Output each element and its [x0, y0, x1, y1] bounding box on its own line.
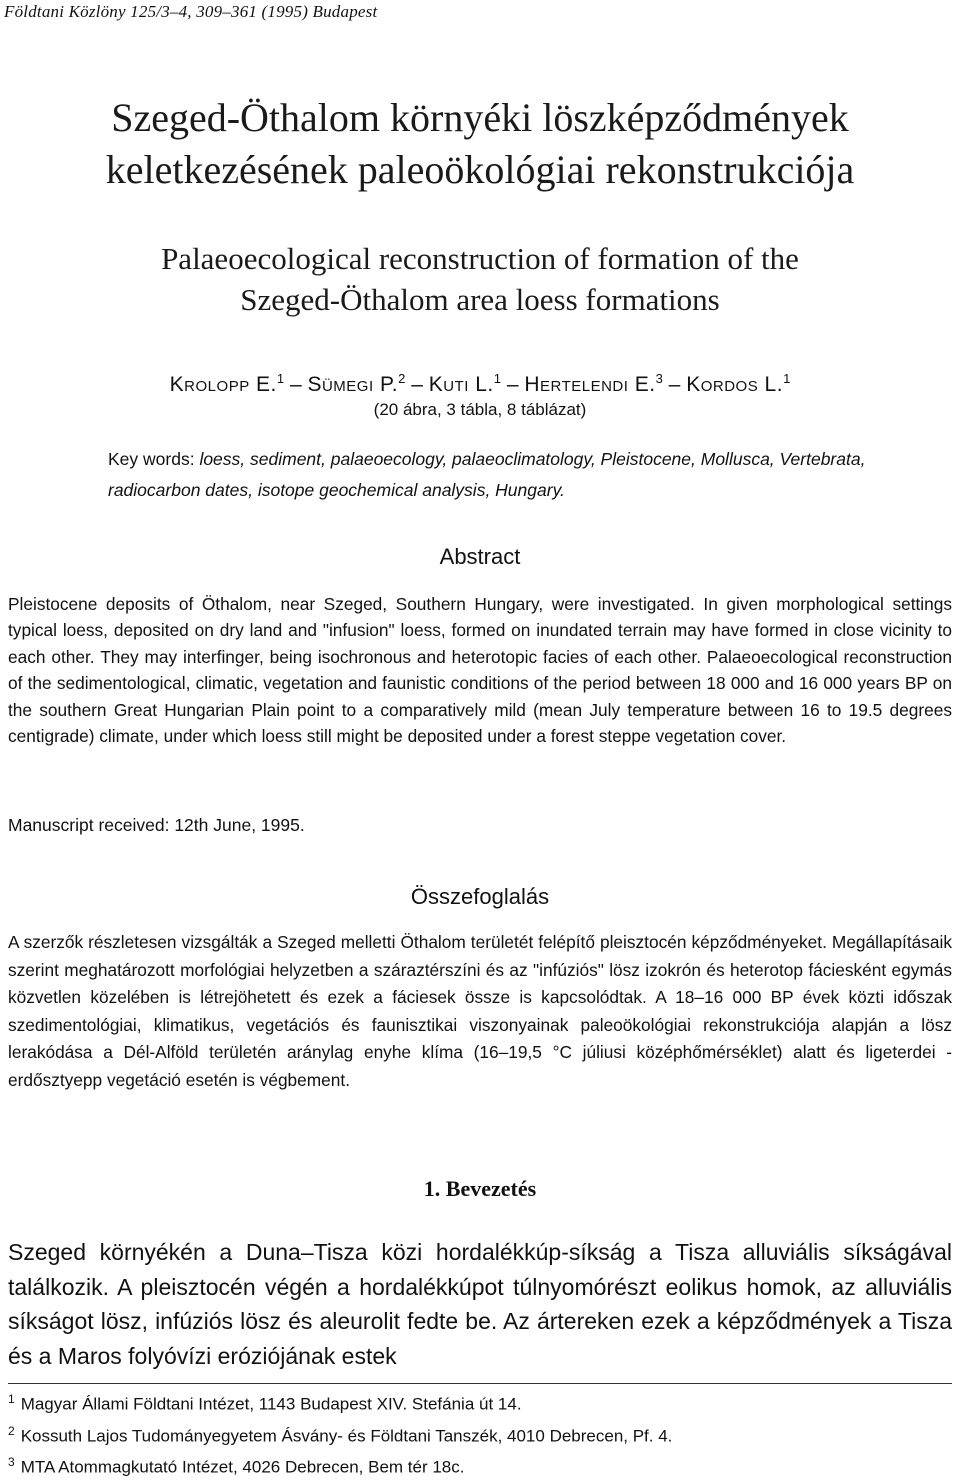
title-line-1: Szeged-Öthalom környéki löszképződmények	[111, 95, 849, 140]
keywords-label: Key words:	[108, 449, 200, 469]
author-list	[0, 364, 960, 400]
introduction-text: Szeged környékén a Duna–Tisza közi hordalékkúp-síkság a Tisza alluviális síkságával találkozik. A pleisztocén végén a hordalékkúpot túlnyomórészt eolikus homok, az alluviális síkságot lösz, infúziós lösz és aleurolit fedte be. Az ártereken ezek a képződmények a Tisza és a Maros folyóvízi eróziójának estek	[8, 1239, 952, 1369]
manuscript-received: Manuscript received: 12th June, 1995.	[8, 815, 305, 835]
author-name: Krolopp E.	[169, 373, 277, 396]
title-line-2: keletkezésének paleoökológiai rekonstrukciója	[105, 147, 855, 192]
footnote	[8, 1386, 952, 1418]
footnote-mark: 1	[8, 1392, 15, 1406]
keywords-values: loess, sediment, palaeoecology, palaeoclimatology, Pleistocene, Mollusca, Vertebrata, radiocarbon dates, isotope geochemical analysis, Hungary.	[108, 449, 866, 500]
author-affiliation-mark: 1	[783, 371, 791, 386]
subtitle-line-2: Szeged-Öthalom area loess formations	[240, 282, 720, 317]
footnote-text: Kossuth Lajos Tudományegyetem Ásvány- és Földtani Tanszék, 4010 Debrecen, Pf. 4.	[20, 1426, 673, 1446]
footnote-mark: 3	[8, 1455, 15, 1470]
footnote-text: MTA Atommagkutató Intézet, 4026 Debrecen, Bem tér 18c.	[20, 1457, 465, 1477]
hungarian-title	[0, 92, 960, 196]
author-separator: –	[662, 373, 687, 396]
author-affiliation-mark: 3	[655, 371, 663, 386]
footnote	[8, 1449, 952, 1481]
footnote-mark: 2	[8, 1423, 15, 1438]
english-title	[0, 238, 960, 320]
footnote	[8, 1418, 952, 1450]
author-separator: –	[500, 373, 525, 396]
subtitle-line-1: Palaeoecological reconstruction of formation of the	[161, 241, 799, 276]
author-separator: –	[405, 373, 429, 396]
abstract-heading: Abstract	[439, 544, 521, 569]
author-name: Sümegi P.	[307, 373, 399, 396]
running-head: Földtani Közlöny 125/3–4, 309–361 (1995) Budapest	[4, 2, 378, 21]
introduction-heading: 1. Bevezetés	[423, 1176, 537, 1201]
summary-heading: Összefoglalás	[410, 884, 550, 909]
author-name: Kuti L.	[428, 373, 494, 396]
author-affiliation-mark: 1	[493, 371, 501, 386]
footnotes	[8, 1383, 952, 1481]
author-affiliation-mark: 1	[276, 371, 285, 386]
keywords	[108, 444, 938, 506]
abstract-text: Pleistocene deposits of Öthalom, near Szeged, Southern Hungary, were investigated. In given morphological settings typical loess, deposited on dry land and "infusion" loess, formed on inundated terrain may have formed in close vicinity to each other. They may interfinger, being isochronous and heterotopic facies of each other. Palaeoecological reconstruction of the sedimentological, climatic, vegetation and faunistic conditions of the period between 18 000 and 16 000 years BP on the southern Great Hungarian Plain point to a comparatively mild (mean July temperature between 16 to 19.5 degrees centigrade) climate, under which loess still might be deposited under a forest steppe vegetation cover.	[8, 594, 952, 747]
footnote-text: Magyar Állami Földtani Intézet, 1143 Budapest XIV. Stefánia út 14.	[20, 1394, 522, 1414]
figure-table-count: (20 ábra, 3 tábla, 8 táblázat)	[373, 400, 587, 419]
author-name: Hertelendi E.	[524, 373, 656, 396]
author-affiliation-mark: 2	[398, 371, 406, 386]
summary-text: A szerzők részletesen vizsgálták a Szeged melletti Öthalom területét felépítő pleisztocén képződményeket. Megállapításaik szerint meghatározott morfológiai helyzetben a száraztérszíni és az "infúziós" lösz izokrón és heterotop fáciesként egymás közvetlen közelében is létrejöhetett és ezek a fáciesek össze is kapcsolódtak. A 18–16 000 BP évek közti időszak szedimentológiai, klimatikus, vegetációs és faunisztikai viszonyainak paleoökológiai rekonstrukciója alapján a lösz lerakódása a Dél-Alföld területén aránylag enyhe klíma (16–19,5 °C júliusi középhőmérséklet) alatt és ligeterdei - erdősztyepp vegetáció esetén is végbement.	[8, 932, 952, 1090]
author-name: Kordos L.	[686, 373, 784, 396]
author-separator: –	[284, 373, 308, 396]
